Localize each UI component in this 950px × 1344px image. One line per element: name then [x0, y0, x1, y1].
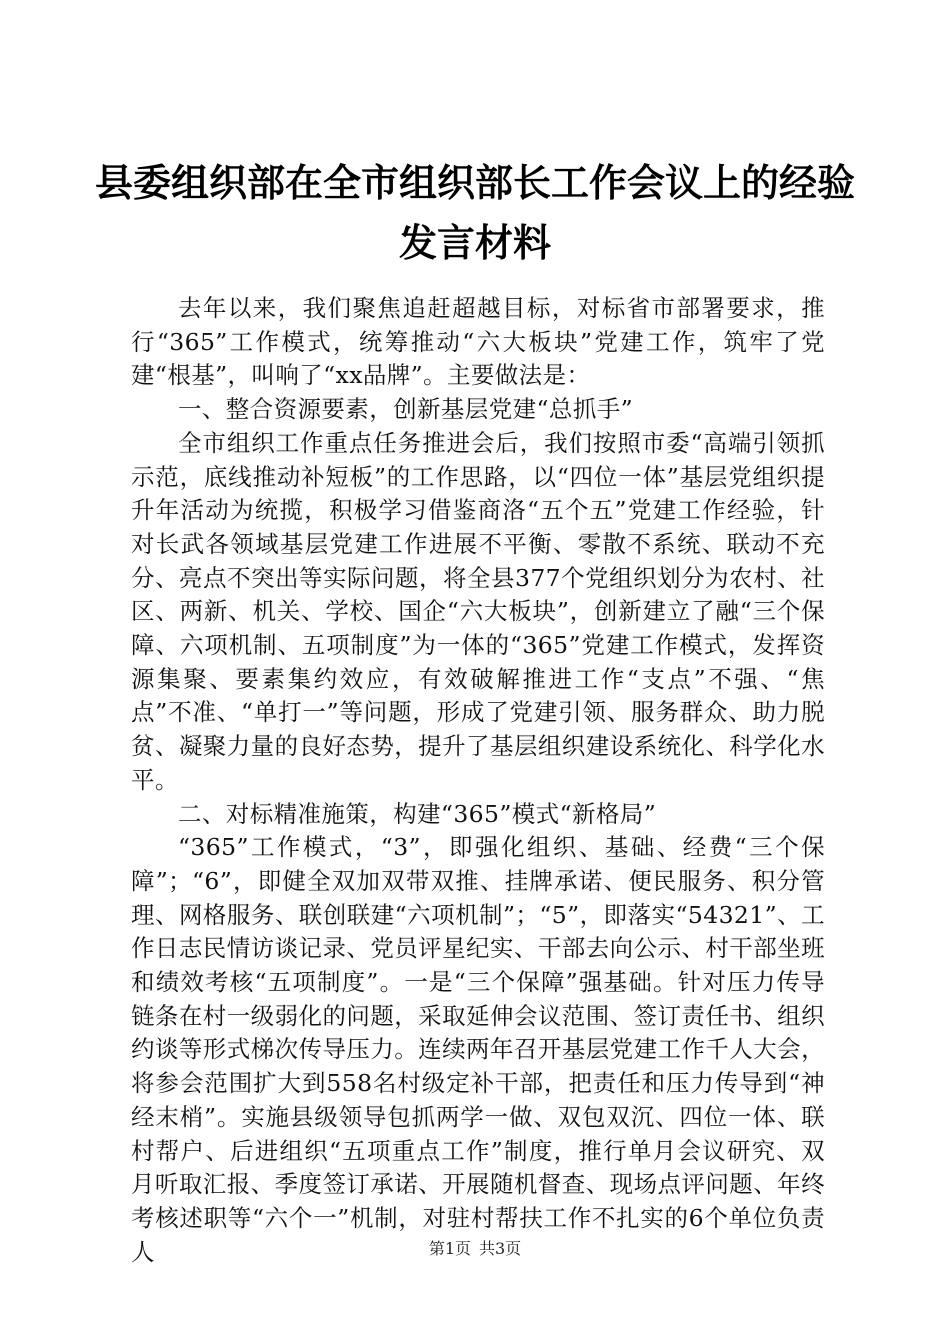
page-total: 共3页 [479, 1239, 522, 1258]
page-footer [0, 1238, 950, 1260]
document-body [131, 292, 825, 1269]
section-1-paragraph: 全市组织工作重点任务推进会后，我们按照市委“高端引领抓示范，底线推动补短板”的工作思路，以“四位一体”基层党组织提升年活动为统揽，积极学习借鉴商洛“五个五”党建工作经验，针对长武各领域基层党建工作进展不平衡、零散不系统、联动不充分、亮点不突出等实际问题，将全县377个党组织划分为农村、社区、两新、机关、学校、国企“六大板块”，创新建立了融“三个保障、六项机制、五项制度”为一体的“365”党建工作模式，发挥资源集聚、要素集约效应，有效破解推进工作“支点”不强、“焦点”不准、“单打一”等问题，形成了党建引领、服务群众、助力脱贫、凝聚力量的良好态势，提升了基层组织建设系统化、科学化水平。 [131, 428, 825, 794]
section-heading-2: 二、对标精准施策，构建“365”模式“新格局” [178, 799, 657, 828]
document-title-line-1: 县委组织部在全市组织部长工作会议上的经验 [94, 161, 855, 205]
document-title-line-2: 发言材料 [398, 221, 551, 265]
section-heading-1: 一、整合资源要素，创新基层党建“总抓手” [178, 395, 634, 424]
section-2-paragraph: “365”工作模式，“3”，即强化组织、基础、经费“三个保障”；“6”，即健全双加双带双推、挂牌承诺、便民服务、积分管理、网格服务、联创联建“六项机制”；“5”，即落实“54321”、工作日志民情访谈记录、党员评星纪实、干部去向公示、村干部坐班和绩效考核“五项制度”。一是“三个保障”强基础。针对压力传导链条在村一级弱化的问题，采取延伸会议范围、签订责任书、组织约谈等形式梯次传导压力。连续两年召开基层党建工作千人大会，将参会范围扩大到558名村级定补干部，把责任和压力传导到“神经末梢”。实施县级领导包抓两学一做、双包双沉、四位一体、联村帮户、后进组织“五项重点工作”制度，推行单月会议研究、双月听取汇报、季度签订承诺、开展随机督查、现场点评问题、年终考核述职等“六个一”机制，对驻村帮扶工作不扎实的6个单位负责人 [131, 833, 825, 1266]
page-number: 第1页 [428, 1239, 471, 1258]
intro-paragraph: 去年以来，我们聚焦追赶超越目标，对标省市部署要求，推行“365”工作模式，统筹推动“六大板块”党建工作，筑牢了党建“根基”，叫响了“xx品牌”。主要做法是： [131, 294, 825, 390]
